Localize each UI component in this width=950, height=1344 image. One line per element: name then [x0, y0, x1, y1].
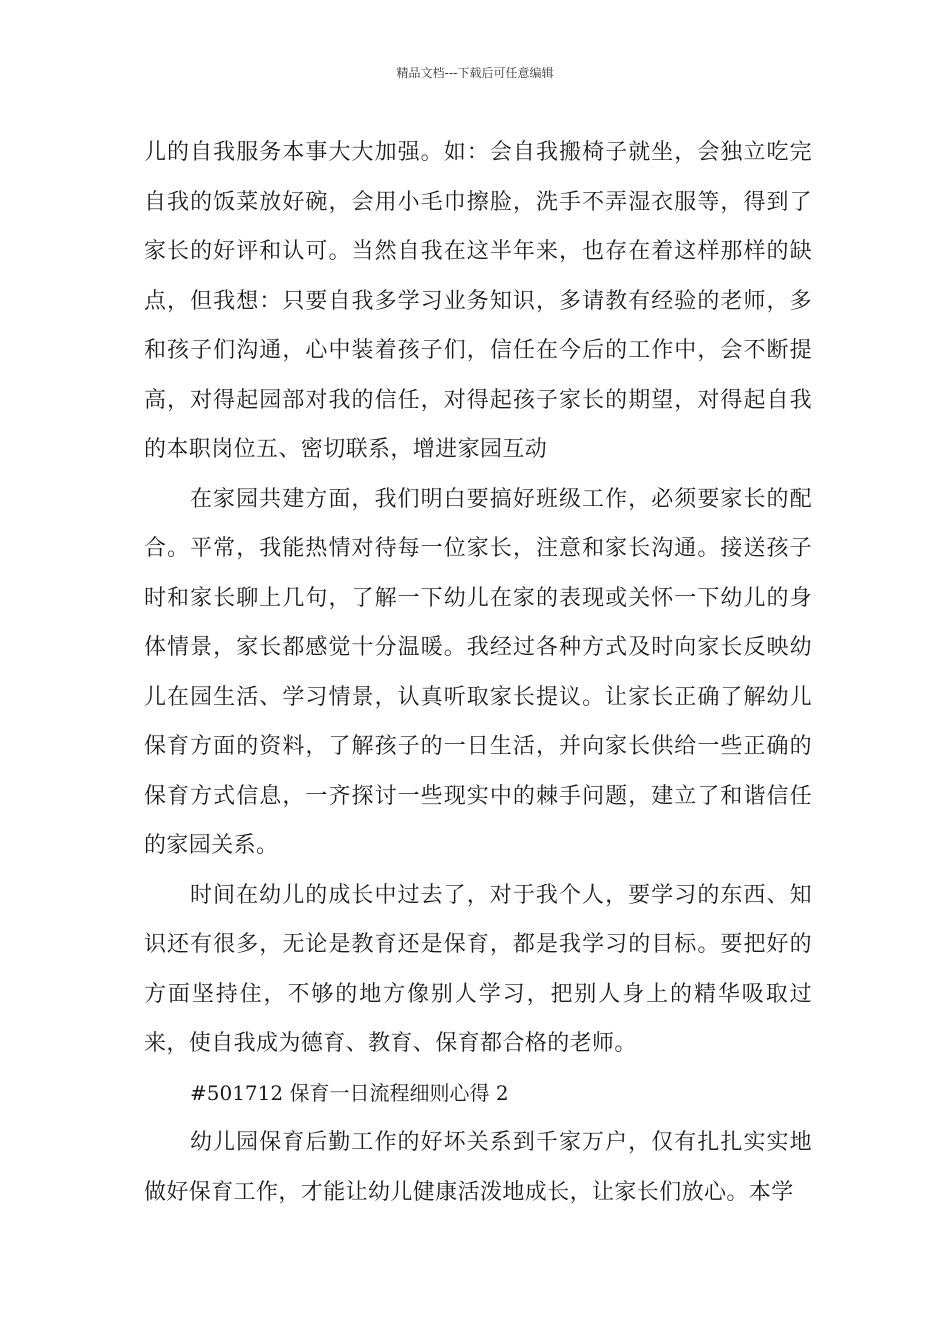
paragraph-conclusion: 时间在幼儿的成长中过去了，对于我个人，要学习的东西、知识还有很多，无论是教育还是保育，都是我学习的目标。要把好的方面坚持住，不够的地方像别人学习，把别人身上的精华吸取过来，使自我成为德育、教育、保育都合格的老师。 — [144, 882, 812, 1056]
paragraph-continued: 儿的自我服务本事大大加强。如：会自我搬椅子就坐，会独立吃完自我的饭菜放好碗，会用小毛巾擦脸，洗手不弄湿衣服等，得到了家长的好评和认可。当然自我在这半年来，也存在着这样那样的缺点，但我想：只要自我多学习业务知识，多请教有经验的老师，多和孩子们沟通，心中装着孩子们，信任在今后的工作中，会不断提高，对得起园部对我的信任，对得起孩子家长的期望，对得起自我的本职岗位五、密切联系，增进家园互动 — [144, 140, 812, 462]
document-body — [144, 128, 812, 1217]
page-header: 精品文档---下载后可任意编辑 — [396, 66, 554, 80]
paragraph-home-school: 在家园共建方面，我们明白要搞好班级工作，必须要家长的配合。平常，我能热情对待每一位家长，注意和家长沟通。接送孩子时和家长聊上几句，了解一下幼儿在家的表现或关怀一下幼儿的身体情景，家长都感觉十分温暖。我经过各种方式及时向家长反映幼儿在园生活、学习情景，认真听取家长提议。让家长正确了解幼儿保育方面的资料，了解孩子的一日生活，并向家长供给一些正确的保育方式信息，一齐探讨一些现实中的棘手问题，建立了和谐信任的家园关系。 — [144, 486, 812, 858]
section-heading: #501712 保育一日流程细则心得 2 — [190, 1080, 509, 1105]
paragraph-new-section: 幼儿园保育后勤工作的好坏关系到千家万户，仅有扎扎实实地做好保育工作，才能让幼儿健康活泼地成长，让家长们放心。本学 — [144, 1130, 812, 1205]
